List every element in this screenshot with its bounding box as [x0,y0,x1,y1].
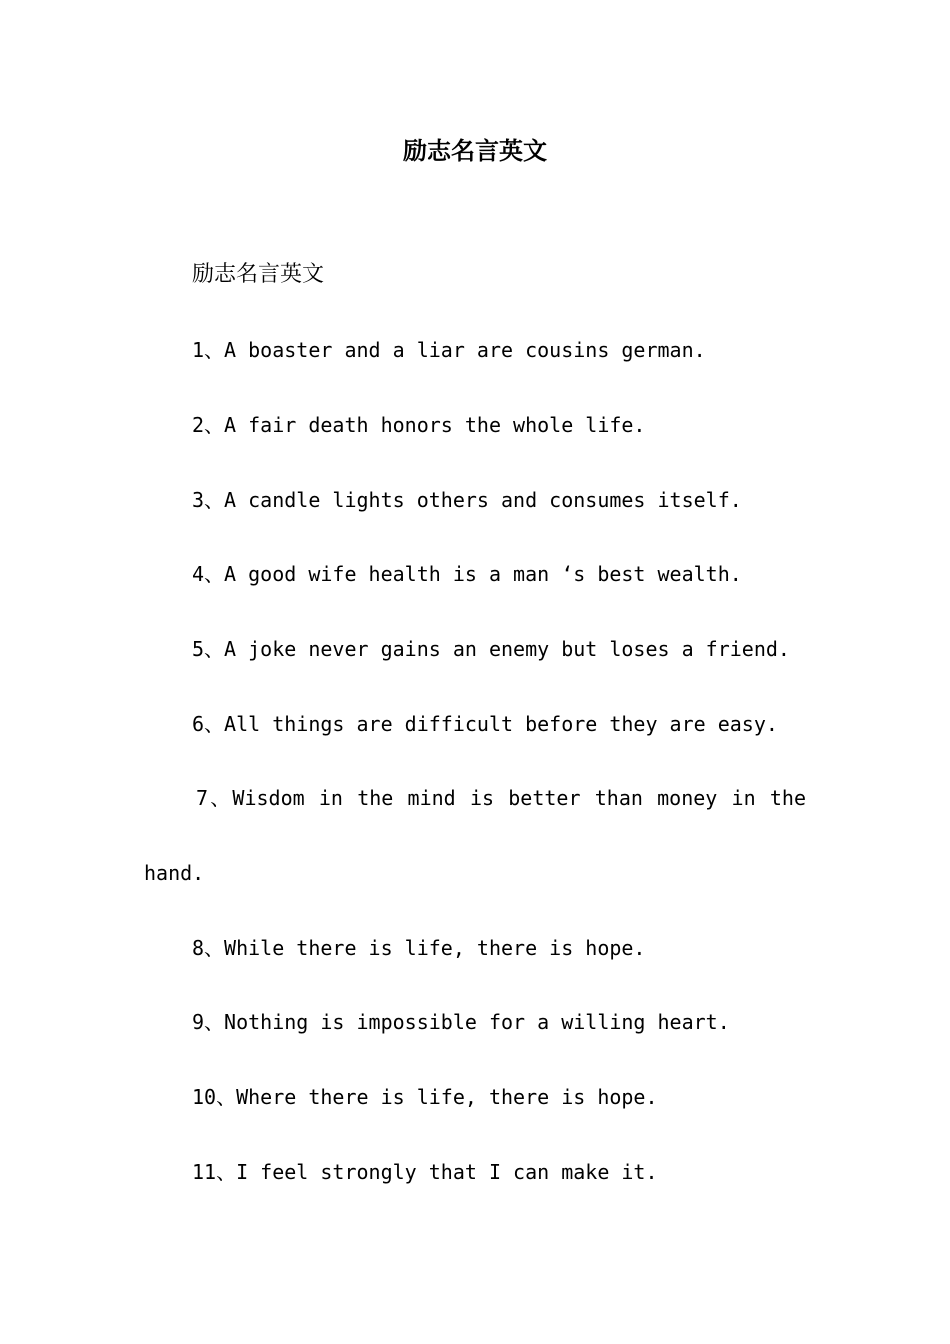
quote-line: 11、I feel strongly that I can make it. [192,1160,658,1184]
quote-line: 4、A good wife health is a man ‘s best wealth. [192,562,742,586]
section-heading: 励志名言英文 [192,262,325,287]
quote-line: 2、A fair death honors the whole life. [192,413,646,437]
quote-line: 1、A boaster and a liar are cousins german. [192,338,706,362]
quote-line-continuation: hand. [144,861,205,885]
quote-line: 8、While there is life, there is hope. [192,936,646,960]
document-title: 励志名言英文 [403,136,547,165]
quote-line: 5、A joke never gains an enemy but loses a friend. [192,637,790,661]
quote-line: 3、A candle lights others and consumes itself. [192,488,742,512]
quote-line: 7、Wisdom in the mind is better than money in the [196,786,806,810]
quote-line: 9、Nothing is impossible for a willing heart. [192,1010,730,1034]
quote-line: 10、Where there is life, there is hope. [192,1085,658,1109]
quote-line: 6、All things are difficult before they are easy. [192,712,778,736]
